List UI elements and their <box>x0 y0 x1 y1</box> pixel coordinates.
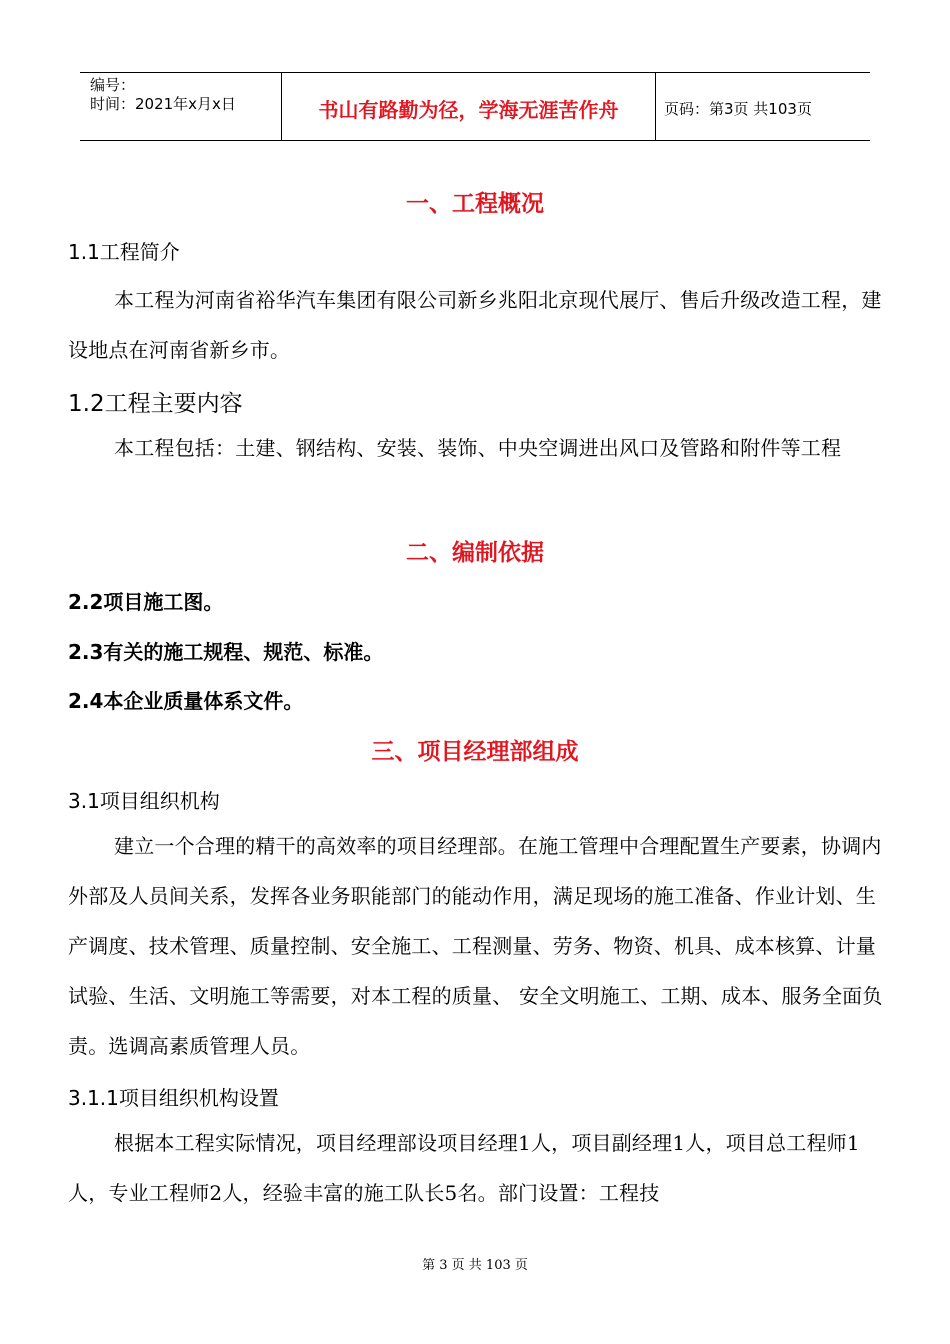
subsection-3-1-heading: 3.1项目组织机构 <box>68 789 220 813</box>
paragraph: 本工程包括：土建、钢结构、安装、装饰、中央空调进出风口及管路和附件等工程 <box>114 436 842 460</box>
paragraph: 根据本工程实际情况，项目经理部设项目经理1人，项目副经理1人，项目总工程师1人，专业工程师2人，经验丰富的施工队长5名。部门设置：工程技 <box>68 1131 860 1205</box>
section-3-title: 三、项目经理部组成 <box>371 739 579 765</box>
subsection-3-1-text <box>68 821 884 1071</box>
item-2-2: 2.2项目施工图。 <box>68 590 224 614</box>
subsection-1-2-heading: 1.2工程主要内容 <box>68 391 243 417</box>
page-footer: 第 3 页 共 103 页 <box>422 1258 528 1273</box>
header-meta <box>90 76 236 114</box>
item-2-3: 2.3有关的施工规程、规范、标准。 <box>68 640 384 664</box>
subsection-1-1-text <box>68 275 884 375</box>
subsection-3-1-1-heading: 3.1.1项目组织机构设置 <box>68 1086 279 1110</box>
section-1-title: 一、工程概况 <box>406 191 544 217</box>
paragraph: 建立一个合理的精干的高效率的项目经理部。在施工管理中合理配置生产要素，协调内外部及人员间关系，发挥各业务职能部门的能动作用，满足现场的施工准备、作业计划、生产调度、技术管理、质量控制、安全施工、工程测量、劳务、物资、机具、成本核算、计量试验、生活、文明施工等需要，对本工程的质量、 安全文明施工、工期、成本、服务全面负责。选调高素质管理人员。 <box>68 834 883 1058</box>
subsection-1-2-text <box>68 423 884 473</box>
document-number-label: 编号： <box>90 76 136 94</box>
header-motto: 书山有路勤为径，学海无涯苦作舟 <box>318 98 619 122</box>
header-top-rule <box>80 72 870 73</box>
item-2-4: 2.4本企业质量体系文件。 <box>68 689 304 713</box>
subsection-3-1-1-text <box>68 1118 884 1218</box>
document-date: 时间：2021年x月x日 <box>90 95 236 113</box>
header-divider-right <box>655 72 656 141</box>
section-2-title: 二、编制依据 <box>406 540 544 566</box>
header-page-info: 页码：第3页 共103页 <box>664 100 812 118</box>
paragraph: 本工程为河南省裕华汽车集团有限公司新乡兆阳北京现代展厅、售后升级改造工程，建设地点在河南省新乡市。 <box>68 288 882 362</box>
subsection-1-1-heading: 1.1工程简介 <box>68 240 180 264</box>
header-bottom-rule <box>80 140 870 141</box>
